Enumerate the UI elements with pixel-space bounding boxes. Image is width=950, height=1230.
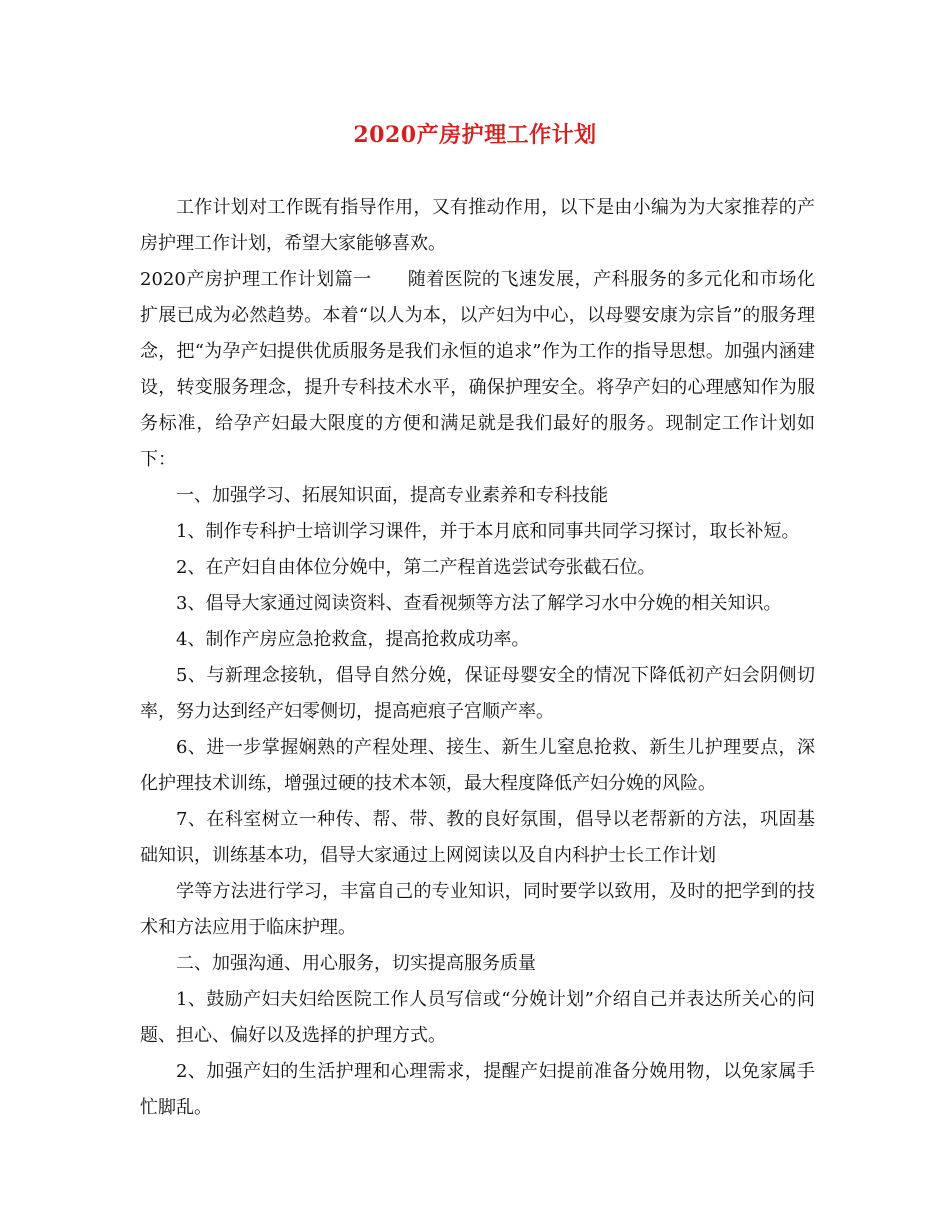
list-item: 2、加强产妇的生活护理和心理需求，提醒产妇提前准备分娩用物，以免家属手忙脚乱。 — [140, 1061, 815, 1118]
paragraph-section-one — [140, 262, 815, 478]
section-label: 2020产房护理工作计划篇一 — [140, 269, 372, 290]
list-item-continued: 学等方法进行学习，丰富自己的专业知识，同时要学以致用，及时的把学到的技术和方法应用于临床护理。 — [140, 881, 815, 938]
document-title: 2020产房护理工作计划 — [353, 122, 597, 148]
paragraph-intro: 工作计划对工作既有指导作用，又有推动作用，以下是由小编为为大家推荐的产房护理工作计划，希望大家能够喜欢。 — [140, 197, 815, 254]
list-item: 1、鼓励产妇夫妇给医院工作人员写信或“分娩计划”介绍自己并表达所关心的问题、担心、偏好以及选择的护理方式。 — [140, 989, 815, 1046]
heading-one: 一、加强学习、拓展知识面，提高专业素养和专科技能 — [176, 485, 608, 506]
list-item: 1、制作专科护士培训学习课件，并于本月底和同事共同学习探讨，取长补短。 — [176, 521, 800, 542]
list-item: 5、与新理念接轨，倡导自然分娩，保证母婴安全的情况下降低初产妇会阴侧切率，努力达到经产妇零侧切，提高疤痕子宫顺产率。 — [140, 665, 815, 722]
list-item: 3、倡导大家通过阅读资料、查看视频等方法了解学习水中分娩的相关知识。 — [176, 593, 782, 614]
list-item: 2、在产妇自由体位分娩中，第二产程首选尝试夸张截石位。 — [176, 557, 656, 578]
list-item: 6、进一步掌握娴熟的产程处理、接生、新生儿窒息抢救、新生儿护理要点，深化护理技术训练，增强过硬的技术本领，最大程度降低产妇分娩的风险。 — [140, 737, 815, 794]
heading-two: 二、加强沟通、用心服务，切实提高服务质量 — [176, 953, 536, 974]
document-body — [140, 190, 815, 1126]
list-item: 7、在科室树立一种传、帮、带、教的良好氛围，倡导以老帮新的方法，巩固基础知识，训练基本功，倡导大家通过上网阅读以及自内科护士长工作计划 — [140, 809, 815, 866]
section-one-text: 随着医院的飞速发展，产科服务的多元化和市场化扩展已成为必然趋势。本着“以人为本，以产妇为中心，以母婴安康为宗旨”的服务理念，把“为孕产妇提供优质服务是我们永恒的追求”作为工作的指导思想。加强内涵建设，转变服务理念，提升专科技术水平，确保护理安全。将孕产妇的心理感知作为服务标准，给孕产妇最大限度的方便和满足就是我们最好的服务。现制定工作计划如下： — [140, 269, 815, 470]
list-item: 4、制作产房应急抢救盒，提高抢救成功率。 — [176, 629, 530, 650]
